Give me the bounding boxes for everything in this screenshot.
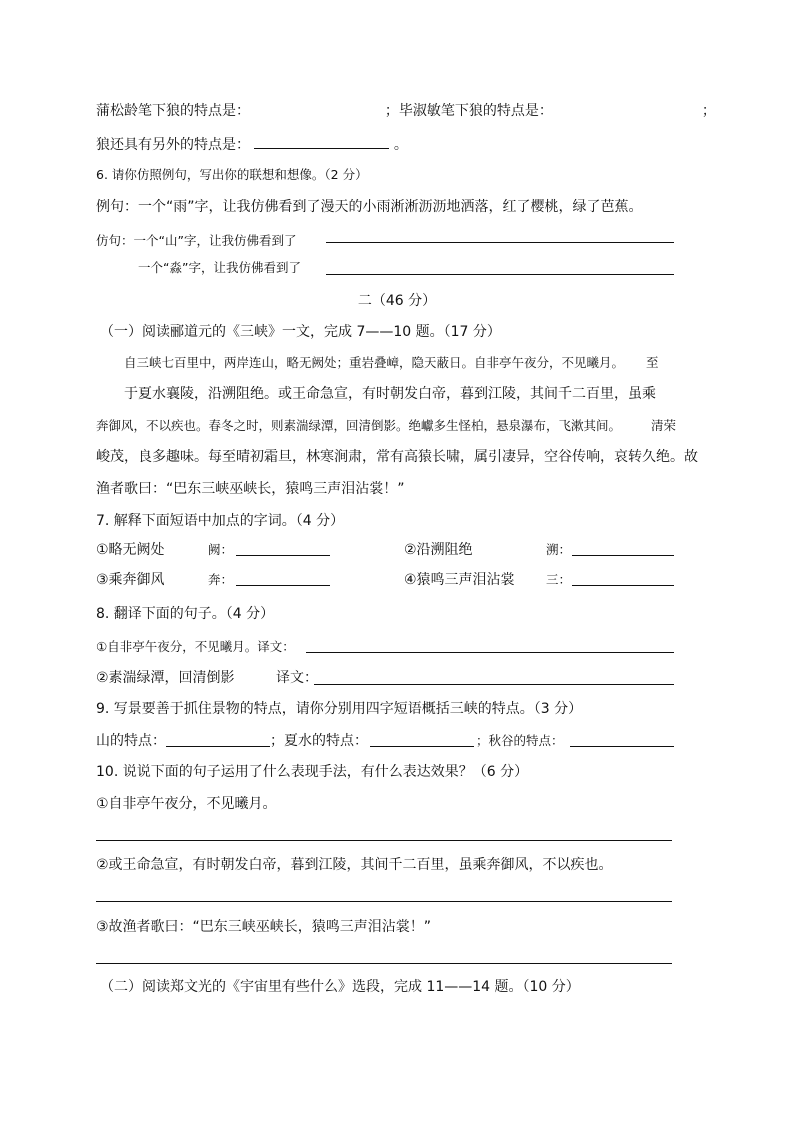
passage-line5: 渔者歌曰：“巴东三峡巫峡长，猿鸣三声泪沾裳！” <box>96 481 405 497</box>
passage-line3 <box>96 416 677 436</box>
q7-item1-key: 阙： <box>208 542 234 557</box>
q8-row2 <box>96 668 676 688</box>
passage-line3-tail: 清荣 <box>651 418 677 433</box>
q7-item4-blank[interactable] <box>572 585 674 586</box>
q10-item2-answer-line[interactable] <box>96 901 672 902</box>
part1-heading: （一）阅读郦道元的《三峡》一文，完成 7——10 题。（17 分） <box>100 324 501 340</box>
q10-question: 10. 说说下面的句子运用了什么表现手法，有什么表达效果？（6 分） <box>96 764 529 780</box>
q7-item2-key: 溯： <box>546 542 572 557</box>
q9-mountain-label: 山的特点： <box>96 733 166 749</box>
q7-item3-blank[interactable] <box>236 585 330 586</box>
q9-autumn-label: ；秋谷的特点： <box>476 733 564 748</box>
q10-item1: ①自非亭午夜分，不见曦月。 <box>96 796 277 812</box>
q8-question: 8. 翻译下面的句子。（4 分） <box>96 606 275 622</box>
q10-item3: ③故渔者歌曰：“巴东三峡巫峡长，猿鸣三声泪沾裳！” <box>96 919 432 935</box>
q7-item1-blank[interactable] <box>236 555 330 556</box>
q8-item2-blank[interactable] <box>314 684 674 685</box>
q7-item2-blank[interactable] <box>572 555 674 556</box>
q6-imitate1-blank[interactable] <box>326 242 674 243</box>
passage-line1-tail: 至 <box>646 355 659 370</box>
q5-bi-blank[interactable] <box>557 101 697 115</box>
q5-end-mark: ； <box>701 103 716 119</box>
q7-item3-key: 奔： <box>208 572 234 587</box>
q7-item4: ④猿鸣三声泪沾裳 <box>404 572 515 588</box>
q6-imitate1-label: 仿句：一个“山”字，让我仿佛看到了 <box>96 233 297 248</box>
passage-line2: 于夏水襄陵，沿溯阻绝。或王命急宣，有时朝发白帝，暮到江陵，其间千二百里，虽乘 <box>124 386 656 402</box>
q5-other-line <box>96 134 674 155</box>
q9-question: 9. 写景要善于抓住景物的特点，请你分别用四字短语概括三峡的特点。（3 分） <box>96 701 583 717</box>
passage-line4: 峻茂，良多趣味。每至晴初霜旦，林寒涧肃，常有高猿长啸，属引凄异，空谷传响，哀转久绝。故 <box>96 449 698 465</box>
q8-item2: ②素湍绿潭，回清倒影 <box>96 670 235 686</box>
q5-pu-label: 蒲松龄笔下狼的特点是： <box>96 103 250 119</box>
q7-item4-key: 三： <box>546 572 572 587</box>
q5-pu-blank[interactable] <box>254 101 380 115</box>
q7-item3: ③乘奔御风 <box>96 572 165 588</box>
section2-title: 二（46 分） <box>357 293 437 309</box>
passage-line3-text: 奔御风，不以疾也。春冬之时，则素湍绿潭，回清倒影。绝巘多生怪柏，悬泉瀑布，飞漱其间。 <box>96 418 622 433</box>
q5-period: 。 <box>393 137 408 153</box>
q6-example: 例句：一个“雨”字，让我仿佛看到了漫天的小雨淅淅沥沥地洒落，红了樱桃，绿了芭蕉。 <box>96 199 643 215</box>
q9-answers <box>96 731 676 751</box>
part2-heading: （二）阅读郑文光的《宇宙里有些什么》选段，完成 11——14 题。（10 分） <box>100 979 580 995</box>
q6-question: 6. 请你仿照例句，写出你的联想和想像。（2 分） <box>96 167 368 182</box>
q6-imitate2-label: 一个“淼”字，让我仿佛看到了 <box>138 260 301 275</box>
q9-summer-blank[interactable] <box>370 746 474 747</box>
passage-line1 <box>124 353 674 373</box>
q9-mountain-blank[interactable] <box>166 746 270 747</box>
q9-autumn-blank[interactable] <box>570 746 674 747</box>
q9-summer-label: ；夏水的特点： <box>270 733 368 749</box>
q5-other-blank[interactable] <box>254 134 389 149</box>
q5-other-label: 狼还具有另外的特点是： <box>96 137 250 153</box>
q5-wolf-line <box>96 101 716 121</box>
q8-item1-blank[interactable] <box>306 652 674 653</box>
q8-item2-label: 译文： <box>276 670 318 686</box>
q10-item3-answer-line[interactable] <box>96 963 672 964</box>
q10-item2: ②或王命急宣，有时朝发白帝，暮到江陵，其间千二百里，虽乘奔御风，不以疾也。 <box>96 857 613 873</box>
q7-item2: ②沿溯阻绝 <box>404 542 473 558</box>
q10-item1-answer-line[interactable] <box>96 840 672 841</box>
q5-bi-label: ；毕淑敏笔下狼的特点是： <box>384 103 553 119</box>
q8-item1: ①自非亭午夜分，不见曦月。译文： <box>96 639 295 654</box>
q7-row1 <box>96 540 676 560</box>
q7-row2 <box>96 570 676 590</box>
q7-item1: ①略无阙处 <box>96 542 165 558</box>
q6-imitate2-blank[interactable] <box>326 274 674 275</box>
passage-line1-text: 自三峡七百里中，两岸连山，略无阙处；重岩叠嶂，隐天蔽日。自非亭午夜分，不见曦月。 <box>124 355 625 370</box>
q6-imitate1-line <box>96 231 674 251</box>
q7-question: 7. 解释下面短语中加点的字词。（4 分） <box>96 513 345 529</box>
q6-imitate2-line <box>138 258 674 278</box>
